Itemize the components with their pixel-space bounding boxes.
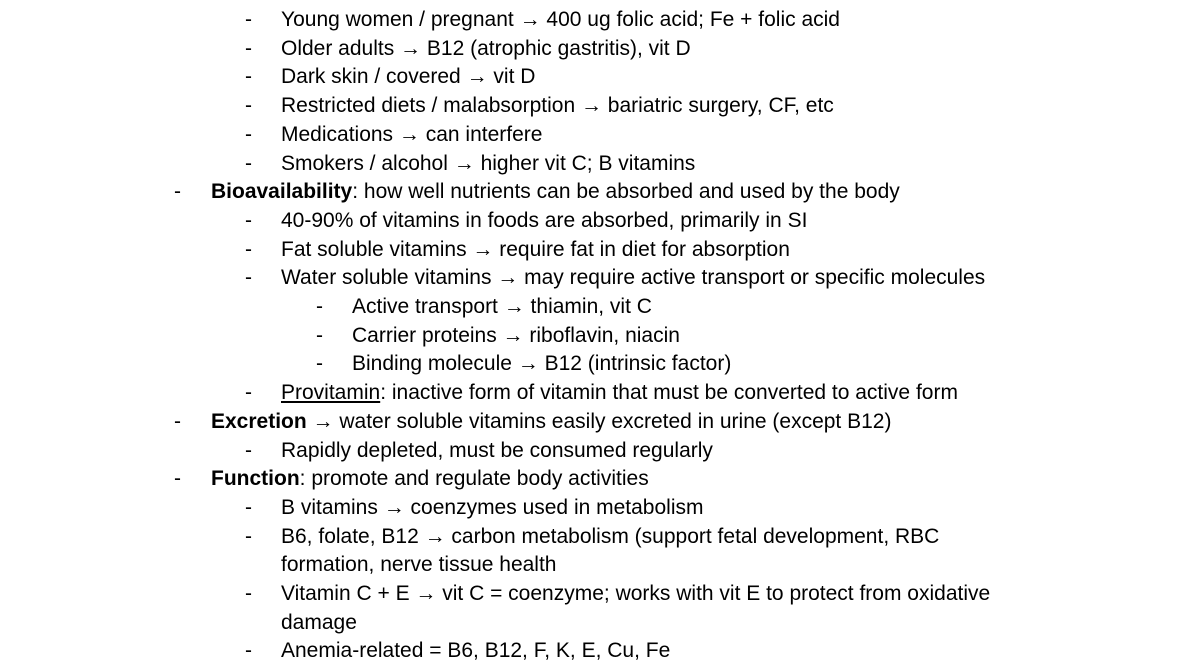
- bullet-item-level-2: [0, 264, 1200, 293]
- bullet-text: Water soluble vitamins → may require active transport or specific molecules: [281, 266, 986, 290]
- bullet-dash: -: [174, 467, 181, 491]
- bullet-item-level-3: [0, 350, 1200, 379]
- bullet-item-level-2: [0, 63, 1200, 92]
- bullet-dash: -: [245, 151, 252, 175]
- bullet-item-level-2: [0, 580, 1200, 609]
- bullet-text: Dark skin / covered → vit D: [281, 65, 536, 89]
- document-body: [0, 6, 1200, 666]
- bullet-text: : inactive form of vitamin that must be converted to active form: [380, 381, 958, 405]
- bullet-text: formation, nerve tissue health: [281, 553, 557, 577]
- key-term: Bioavailability: [211, 180, 353, 204]
- bullet-text: Fat soluble vitamins → require fat in diet for absorption: [281, 237, 790, 261]
- bullet-item-level-2: [0, 379, 1200, 408]
- bullet-item-level-2: [0, 150, 1200, 179]
- key-term: Provitamin: [281, 381, 381, 405]
- bullet-item-level-2: [0, 6, 1200, 35]
- bullet-item-level-3: [0, 293, 1200, 322]
- bullet-item-level-1: [0, 178, 1200, 207]
- bullet-dash: -: [245, 381, 252, 405]
- bullet-dash: -: [316, 295, 323, 319]
- bullet-text: B6, folate, B12 → carbon metabolism (support fetal development, RBC: [281, 524, 940, 548]
- bullet-dash: -: [245, 122, 252, 146]
- bullet-item-level-3: [0, 322, 1200, 351]
- bullet-dash: -: [245, 36, 252, 60]
- bullet-item-level-2: [0, 236, 1200, 265]
- bullet-item-level-2: [0, 35, 1200, 64]
- bullet-continuation-line: [0, 551, 1200, 580]
- bullet-item-level-2: [0, 207, 1200, 236]
- bullet-text: B vitamins → coenzymes used in metabolism: [281, 495, 704, 519]
- bullet-dash: -: [316, 352, 323, 376]
- bullet-dash: -: [245, 94, 252, 118]
- bullet-dash: -: [245, 524, 252, 548]
- bullet-text: damage: [281, 610, 357, 634]
- bullet-text: Vitamin C + E → vit C = coenzyme; works with vit E to protect from oxidative: [281, 582, 991, 606]
- bullet-item-level-2: [0, 121, 1200, 150]
- bullet-item-level-2: [0, 523, 1200, 552]
- key-term: Function: [211, 467, 300, 491]
- bullet-text: Anemia-related = B6, B12, F, K, E, Cu, Fe: [281, 639, 671, 663]
- key-term: Excretion: [211, 409, 307, 433]
- bullet-text: Binding molecule → B12 (intrinsic factor): [352, 352, 732, 376]
- bullet-text: Older adults → B12 (atrophic gastritis), vit D: [281, 36, 691, 60]
- bullet-dash: -: [245, 266, 252, 290]
- bullet-text: → water soluble vitamins easily excreted in urine (except B12): [306, 409, 892, 433]
- bullet-dash: -: [245, 8, 252, 31]
- bullet-dash: -: [245, 208, 252, 232]
- bullet-item-level-1: [0, 408, 1200, 437]
- bullet-dash: -: [316, 323, 323, 347]
- bullet-text: Rapidly depleted, must be consumed regularly: [281, 438, 713, 462]
- bullet-dash: -: [245, 495, 252, 519]
- bullet-dash: -: [174, 409, 181, 433]
- bullet-item-level-2: [0, 637, 1200, 666]
- bullet-text: : promote and regulate body activities: [299, 467, 649, 491]
- bullet-dash: -: [245, 237, 252, 261]
- bullet-item-level-2: [0, 92, 1200, 121]
- bullet-continuation-line: [0, 609, 1200, 638]
- bullet-text: : how well nutrients can be absorbed and used by the body: [352, 180, 900, 204]
- bullet-dash: -: [174, 180, 181, 204]
- bullet-text: Young women / pregnant → 400 ug folic acid; Fe + folic acid: [281, 8, 840, 31]
- bullet-item-level-2: [0, 494, 1200, 523]
- bullet-dash: -: [245, 639, 252, 663]
- bullet-dash: -: [245, 582, 252, 606]
- bullet-item-level-1: [0, 465, 1200, 494]
- bullet-text: Active transport → thiamin, vit C: [352, 295, 652, 319]
- bullet-item-level-2: [0, 437, 1200, 466]
- bullet-text: Carrier proteins → riboflavin, niacin: [352, 323, 680, 347]
- bullet-dash: -: [245, 65, 252, 89]
- bullet-text: Smokers / alcohol → higher vit C; B vitamins: [281, 151, 696, 175]
- bullet-text: Medications → can interfere: [281, 122, 543, 146]
- bullet-dash: -: [245, 438, 252, 462]
- bullet-text: 40-90% of vitamins in foods are absorbed, primarily in SI: [281, 208, 808, 232]
- bullet-text: Restricted diets / malabsorption → bariatric surgery, CF, etc: [281, 94, 834, 118]
